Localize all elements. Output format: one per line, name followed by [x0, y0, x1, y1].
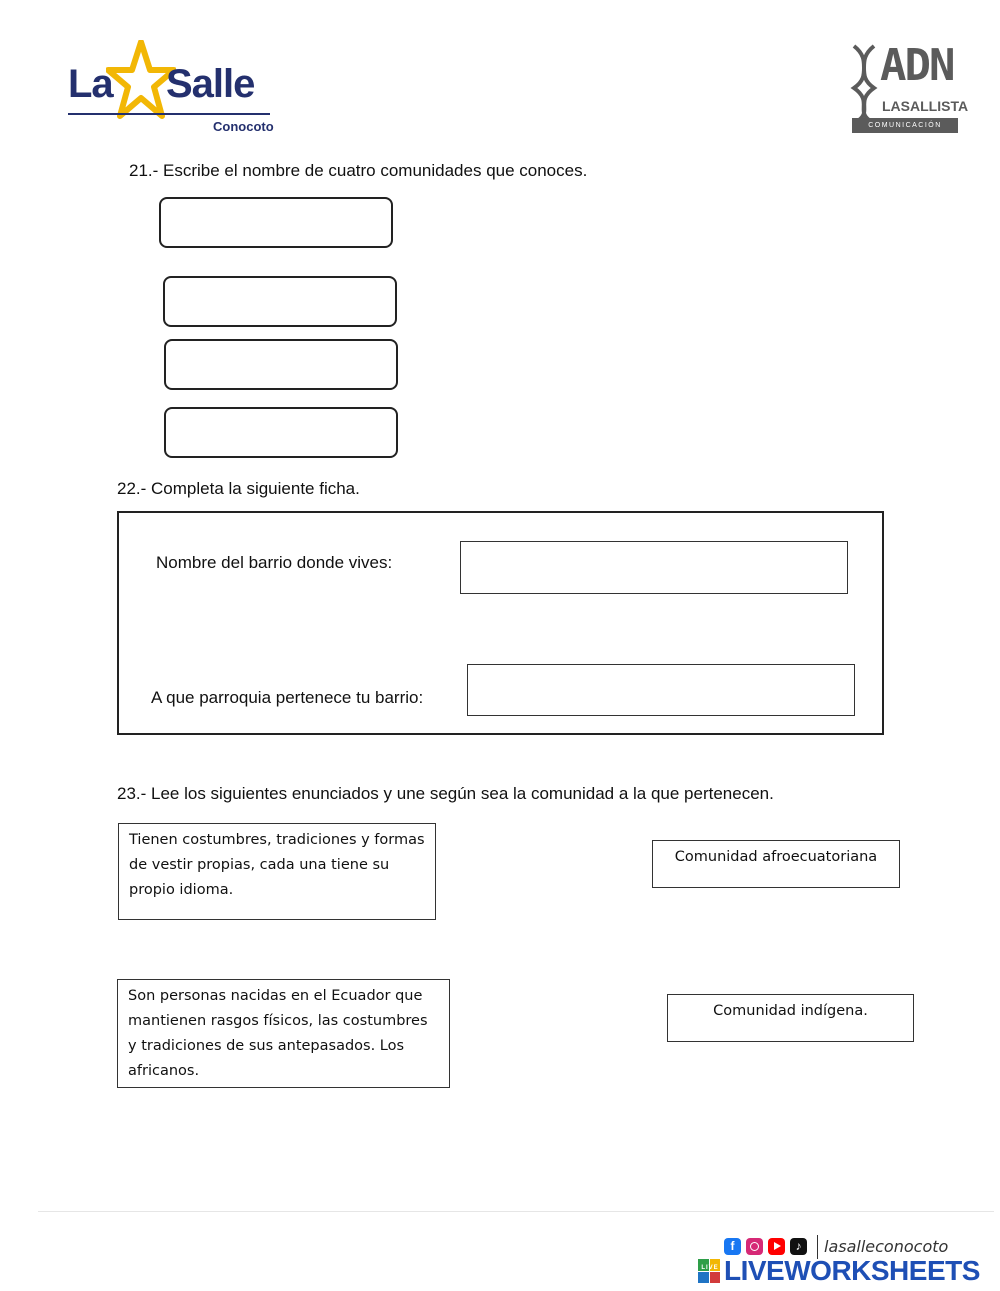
liveworksheets-text: LIVEWORKSHEETS	[724, 1255, 980, 1286]
facebook-icon[interactable]: f	[724, 1238, 741, 1255]
instagram-icon[interactable]	[746, 1238, 763, 1255]
footer-handle[interactable]: lasalleconocoto	[824, 1237, 949, 1256]
social-icons	[724, 1238, 814, 1256]
logo-word-la: La	[68, 62, 113, 106]
q23-option-2[interactable]: Comunidad indígena.	[667, 994, 914, 1042]
q22-field1[interactable]	[460, 541, 848, 594]
logo-underline	[68, 113, 270, 115]
logo-word-salle: Salle	[166, 62, 255, 106]
adn-lasallista-logo	[850, 40, 969, 136]
q21-answer-4[interactable]	[164, 407, 398, 458]
lasallista-text: LASALLISTA	[882, 98, 969, 114]
liveworksheets-logo[interactable]	[698, 1257, 996, 1287]
q21-answer-2[interactable]	[163, 276, 397, 327]
q22-field2-label: A que parroquia pertenece tu barrio:	[151, 688, 424, 707]
adn-text: ADN	[880, 40, 954, 91]
logo-subtitle: Conocoto	[213, 119, 274, 134]
youtube-icon[interactable]	[768, 1238, 785, 1255]
q22-field1-input[interactable]	[461, 542, 847, 593]
q22-field2[interactable]	[467, 664, 855, 716]
q21-answer-3-input[interactable]	[166, 341, 396, 388]
q23-prompt: 23.- Lee los siguientes enunciados y une según sea la comunidad a la que pertenecen.	[117, 784, 774, 803]
comunicacion-band	[852, 118, 958, 133]
q23-statement-1[interactable]: Tienen costumbres, tradiciones y formas de vestir propias, cada una tiene su propio idioma.	[118, 823, 436, 920]
live-badge	[698, 1259, 720, 1283]
q22-field1-label: Nombre del barrio donde vives:	[156, 553, 393, 572]
q21-answer-4-input[interactable]	[166, 409, 396, 456]
tiktok-icon[interactable]: ♪	[790, 1238, 807, 1255]
live-badge-text: LIVE	[701, 1265, 719, 1271]
q21-answer-1[interactable]	[159, 197, 393, 248]
q22-field2-input[interactable]	[468, 665, 854, 715]
comunicacion-text: COMUNICACIÓN	[868, 122, 942, 129]
q21-answer-3[interactable]	[164, 339, 398, 390]
q23-statement-2[interactable]: Son personas nacidas en el Ecuador que mantienen rasgos físicos, las costumbres y tradiciones de sus antepasados. Los africanos.	[117, 979, 450, 1088]
footer-divider	[38, 1211, 994, 1212]
la-salle-logo	[66, 40, 276, 140]
q21-answer-2-input[interactable]	[165, 278, 395, 325]
q21-answer-1-input[interactable]	[161, 199, 391, 246]
dna-icon	[850, 44, 878, 124]
q22-prompt: 22.- Completa la siguiente ficha.	[117, 479, 360, 498]
q21-prompt: 21.- Escribe el nombre de cuatro comunidades que conoces.	[129, 161, 588, 180]
q23-option-1[interactable]: Comunidad afroecuatoriana	[652, 840, 900, 888]
